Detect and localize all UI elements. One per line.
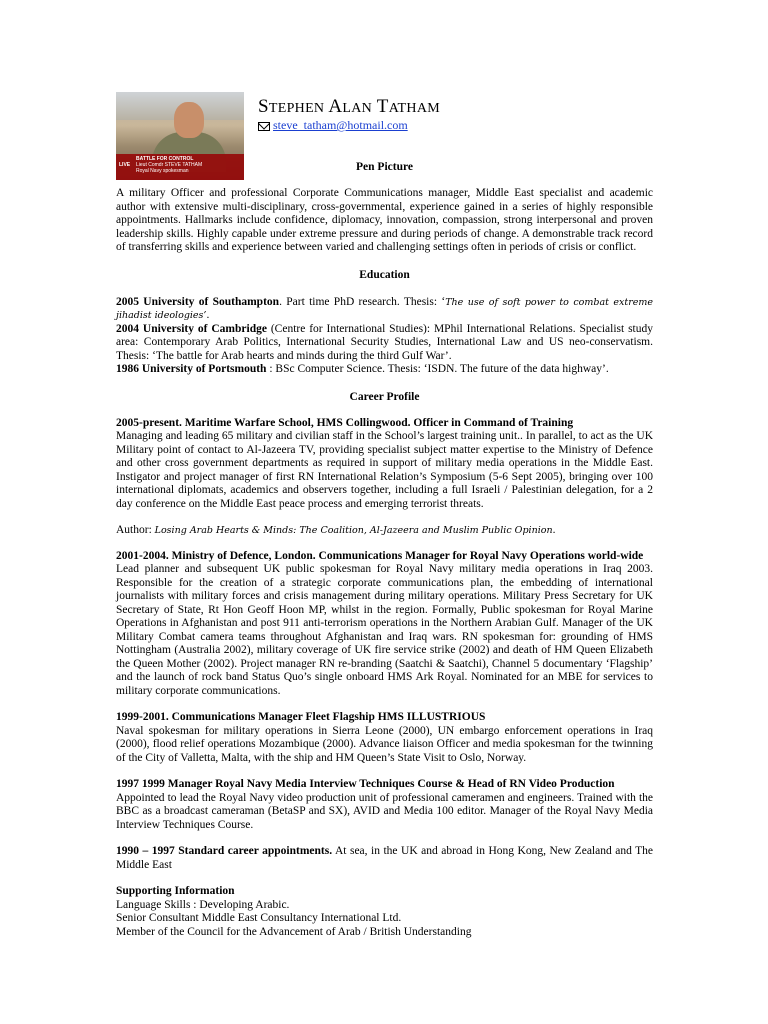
name-first-initial: S [258,96,269,117]
career-entry-body: Naval spokesman for military operations in Sierra Leone (2000), UN embargo enforcement operations in Iraq (2000), flood relief operations Mozambique (2000). Advance liaison Officer and media spokesman for the twinning of the City of Valletta, Malta, with the ship and HM Queen’s State Visit to Oslo, Norway. [116,724,653,764]
author-tail: . [552,524,556,536]
career-entry-heading: 1999-2001. Communications Manager Fleet Flagship HMS ILLUSTRIOUS [116,711,486,723]
career-entry-heading: 2005-present. Maritime Warfare School, HMS Collingwood. Officer in Command of Training [116,416,574,429]
author-line [116,524,653,538]
education-item-text: : BSc Computer Science. Thesis: ‘ISDN. The future of the data highway’. [266,363,609,375]
supporting-line: Senior Consultant Middle East Consultancy International Ltd. [116,912,402,924]
name-first-rest: TEPHEN [268,101,325,116]
banner-live-label: LIVE [119,162,131,168]
education-item-thesis: The use of soft power to combat extreme jihadist ideologies’ [116,296,653,321]
career-entry-body: Lead planner and subsequent UK public spokesman for Royal Navy military media operations in Iraq 2003. Responsible for the creation of a strategic corporate communications plan, the embedding of international journalists with military forces and crisis management during military operations. Military Press Secretary for UK Secretary of State, Rt Hon Geoff Hoon MP, whilst in the region. Formally, Public spokesman for Royal Marine Operations in Afghanistan and post 911 anti-terrorism operations in the Northern Arabian Gulf. Manager of the UK Military Combat camera teams throughout Afghanistan and Iraq wars. RN spokesman for: grounding of HMS Nottingham (Australia 2002), military coverage of UK fire service strike (2002) and death of HM Queen Elizabeth the Queen Mother (2002). Project manager RN re-branding (Saatchi & Saatchi), Channel 5 documentary ‘Flagship’ and the launch of rock band Status Quo’s single onboard HMS Ark Royal. Nominated for an MBE for services to military corporate communications. [116,563,653,697]
name-middle-initial: A [328,96,343,117]
section-title-supporting: Supporting Information [116,885,235,897]
supporting-line: Language Skills : Developing Arabic. [116,898,290,911]
resume-page [116,92,653,939]
career-entry-body: Appointed to lead the Royal Navy video production unit of professional cameramen and engineers. Trained with the BBC as a broadcast cameraman (BetaSP and SX), AVID and Media 100 editor. Manager of the Royal Navy Media Interview Techniques Course. [116,791,653,831]
section-title-pen-picture: Pen Picture [356,161,413,173]
envelope-icon [258,122,270,131]
candidate-name [258,96,440,120]
section-title-education: Education [359,268,410,281]
career-entry-heading: 1997 1999 Manager Royal Navy Media Interview Techniques Course & Head of RN Video Production [116,778,615,790]
education-item [116,323,653,364]
education-item-title: 2005 University of Southampton [116,295,280,308]
email-row [258,118,408,132]
author-book-title: Losing Arab Hearts & Minds: The Coalition, Al-Jazeera and Muslim Public Opinion [154,525,553,536]
photo-news-banner [116,154,244,180]
banner-line-1: BATTLE FOR CONTROL [136,156,194,162]
banner-line-3: Royal Navy spokesman [136,168,189,174]
supporting-line: Member of the Council for the Advancement of Arab / British Understanding [116,925,472,938]
author-label: Author: [116,524,155,536]
education-item-text: (Centre for International Studies): MPhil International Relations. Specialist study area: Contemporary Arab Politics, International Security Studies, International Law and US neo-conservatism. Thesis: ‘The battle for Arab hearts and minds during the third Gulf War’. [116,322,654,362]
education-item-title: 1986 University of Portsmouth [116,363,267,375]
pen-picture-text: A military Officer and professional Corporate Communications manager, Middle East specialist and academic author with extensive multi-disciplinary, cross-governmental, experience gained in a series of highly responsible appointments. Hallmarks include confidence, diplomacy, innovation, compassion, strong interpersonal and proven leadership skills. Highly capable under extreme pressure and during periods of change. A demonstrable track record of transferring skills and experience between varied and challenging settings often in periods of crisis or conflict. [116,187,653,253]
banner-line-2: Lieut Comdr STEVE TATHAM [136,162,203,168]
career-entry-body: Managing and leading 65 military and civilian staff in the School’s largest training unit.. In parallel, to act as the UK Military point of contact to Al-Jazeera TV, providing specialist subject matter expertise to the Ministry of Defence and other cross government departments as required in support of military media operations in the Middle East. Instigator and project manager of first RN International Relation’s Symposium (5-6 Sept 2005), bringing over 100 international diplomats, academics and observers together, including a full Israeli / Palestinian delegation, for a 2 day conference on the Middle East peace process and emerging terrorist threats. [116,430,653,510]
career-entry-heading: 1990 – 1997 Standard career appointments. [116,845,333,857]
name-last-initial: T [376,96,389,117]
career-entry-inline [116,845,653,872]
career-entry-body: At sea, in the UK and abroad in Hong Kong, New Zealand and The Middle East [116,845,653,871]
section-title-career: Career Profile [349,390,420,403]
education-item [116,296,653,323]
photo-person-head [174,102,204,138]
profile-photo [116,92,244,180]
education-item-tail: . [206,309,210,321]
education-item-title: 2004 University of Cambridge [116,322,267,335]
career-entry-heading: 2001-2004. Ministry of Defence, London. Communications Manager for Royal Navy Operations world-wide [116,549,644,562]
name-last-rest: ATHAM [388,101,440,116]
email-link[interactable]: steve_tatham@hotmail.com [273,118,408,132]
education-item-text: . Part time PhD research. Thesis: ‘ [279,295,446,308]
education-item [116,363,653,377]
name-middle-rest: LAN [342,101,373,116]
